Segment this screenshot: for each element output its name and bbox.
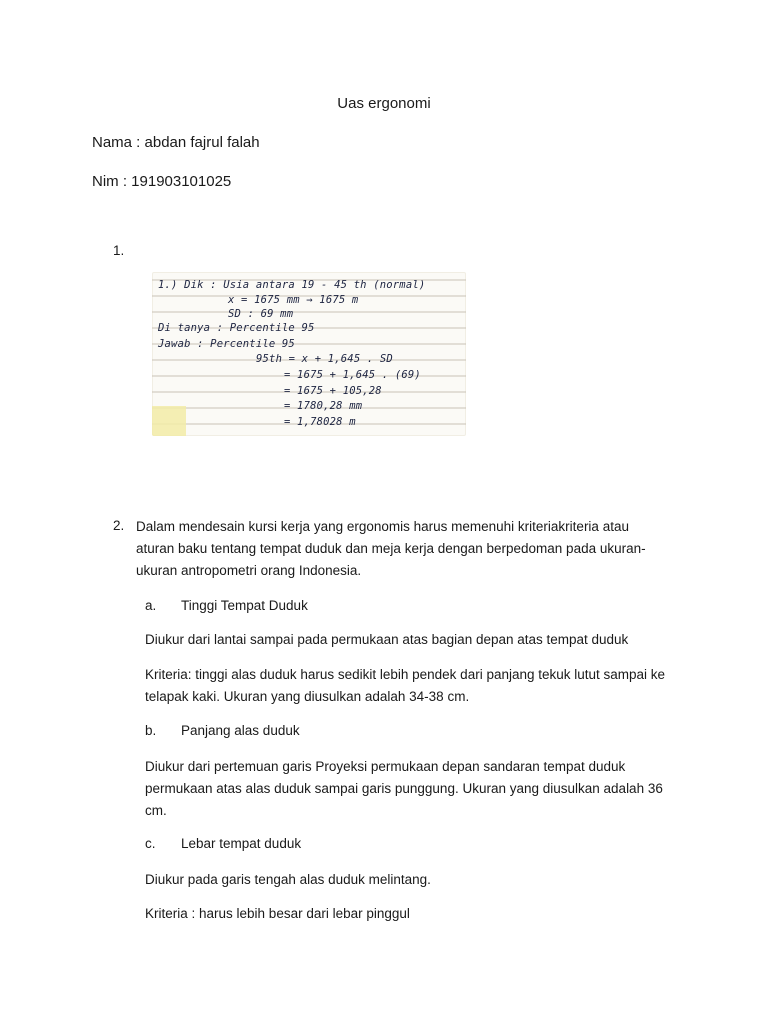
paragraph-line: permukaan atas alas duduk sampai garis punggung. Ukuran yang diusulkan adalah 36 — [145, 781, 663, 796]
item-b-label: Panjang alas duduk — [181, 723, 300, 738]
intro-line: aturan baku tentang tempat duduk dan meja kerja dengan berpedoman pada ukuran- — [136, 541, 646, 556]
hw-line-7: = 1675 + 1,645 . (69) — [284, 369, 421, 381]
question-2-number: 2. — [113, 518, 125, 533]
paragraph-line: Diukur dari pertemuan garis Proyeksi permukaan depan sandaran tempat duduk — [145, 759, 626, 774]
item-b-paragraph-1 — [145, 756, 663, 822]
paragraph-line: Diukur pada garis tengah alas duduk melintang. — [145, 872, 431, 887]
handwritten-answer-photo — [152, 272, 466, 436]
paragraph-line: cm. — [145, 803, 167, 818]
paragraph-line: telapak kaki. Ukuran yang diusulkan adalah 34-38 cm. — [145, 689, 470, 704]
paragraph-line: Kriteria : harus lebih besar dari lebar pinggul — [145, 906, 410, 921]
item-a-paragraph-2 — [145, 664, 665, 708]
intro-line: Dalam mendesain kursi kerja yang ergonomis harus memenuhi kriteriakriteria atau — [136, 519, 629, 534]
intro-line: ukuran antropometri orang Indonesia. — [136, 563, 362, 578]
paragraph-line: Diukur dari lantai sampai pada permukaan atas bagian depan atas tempat duduk — [145, 632, 629, 647]
question-2-intro — [136, 516, 646, 582]
name-line: Nama : abdan fajrul falah — [92, 134, 260, 151]
question-1-number: 1. — [113, 243, 125, 258]
item-a-label: Tinggi Tempat Duduk — [181, 598, 308, 613]
item-a-paragraph-1 — [145, 629, 628, 651]
hw-line-6: 95th = x + 1,645 . SD — [256, 353, 393, 365]
hw-line-9: = 1780,28 mm — [284, 400, 363, 412]
hw-line-3: SD : 69 mm — [228, 308, 294, 320]
item-b-letter: b. — [145, 723, 157, 738]
nim-line: Nim : 191903101025 — [92, 173, 232, 190]
hw-line-1: 1.) Dik : Usia antara 19 - 45 th (normal) — [158, 279, 426, 291]
paper-stain — [152, 406, 186, 436]
hw-line-8: = 1675 + 105,28 — [284, 385, 382, 397]
hw-line-4: Di tanya : Percentile 95 — [158, 322, 315, 334]
item-c-label: Lebar tempat duduk — [181, 836, 302, 851]
item-a-letter: a. — [145, 598, 157, 613]
paragraph-line: Kriteria: tinggi alas duduk harus sedikit lebih pendek dari panjang tekuk lutut sampai ke — [145, 667, 666, 682]
document-title: Uas ergonomi — [337, 95, 431, 112]
hw-line-10: = 1,78028 m — [284, 416, 356, 428]
hw-line-2: x = 1675 mm → 1675 m — [228, 294, 359, 306]
item-c-letter: c. — [145, 836, 156, 851]
item-c-paragraph-1 — [145, 869, 431, 891]
hw-line-5: Jawab : Percentile 95 — [158, 338, 295, 350]
item-c-paragraph-2 — [145, 903, 410, 925]
